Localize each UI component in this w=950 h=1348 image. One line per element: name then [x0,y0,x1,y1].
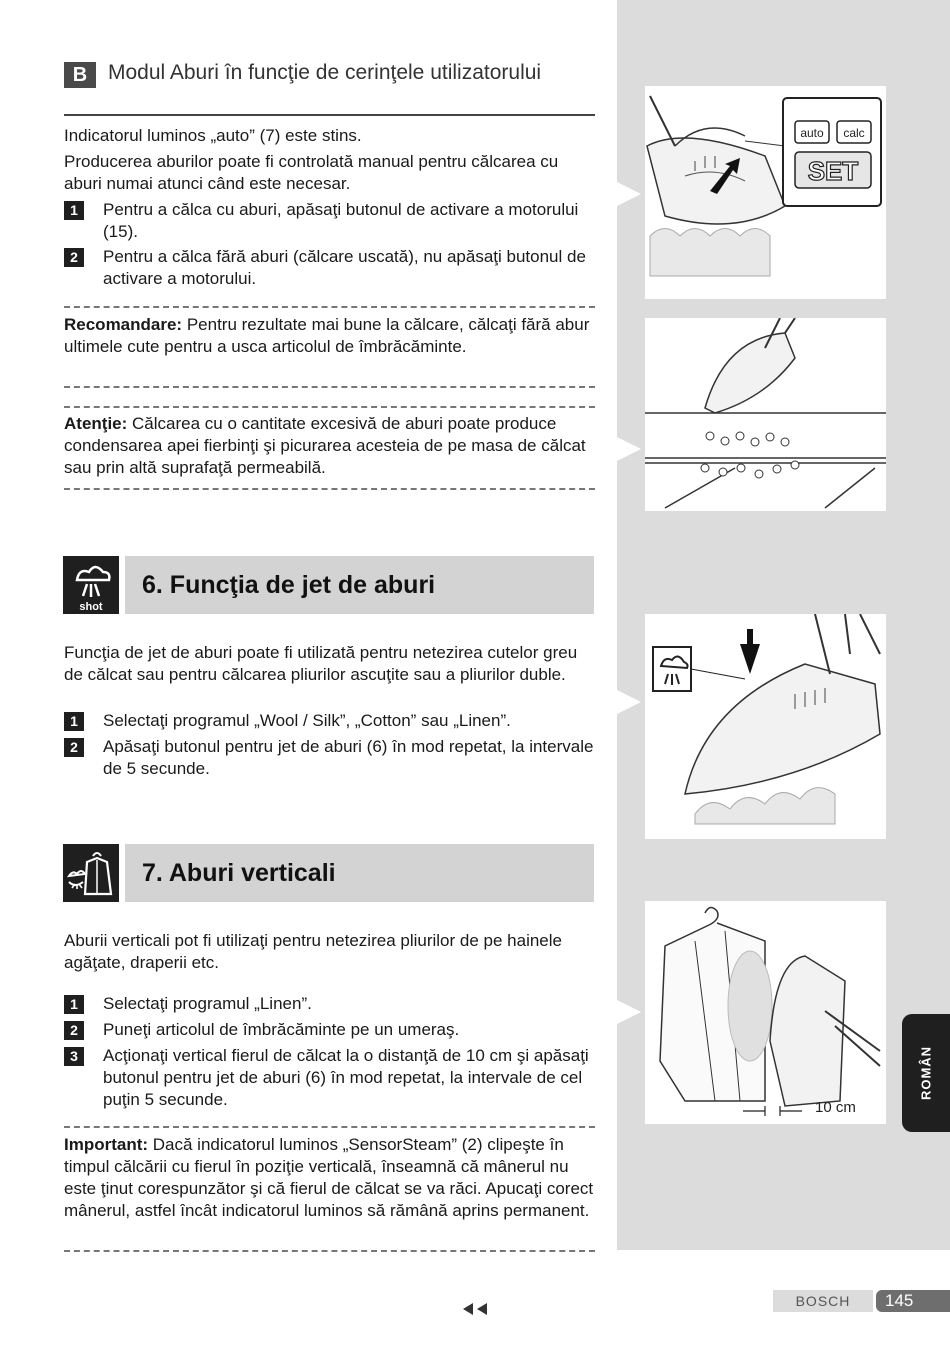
warning-text: Călcarea cu o cantitate excesivă de aburi poate produce condensarea apei fierbinţi şi picurarea acesteia de pe masa de călcat sau prin altă suprafaţă permeabilă. [64,414,586,477]
steam-shot-icon-label: shot [79,601,103,613]
dashed-divider [64,306,595,308]
page-back-icon[interactable] [461,1301,489,1322]
recommendation-note [64,314,594,358]
warning-label: Atenţie: [64,414,128,433]
page-number: 145 [876,1290,950,1312]
step-item [64,736,594,780]
step-number: 2 [64,738,84,757]
steam-shot-icon [63,556,119,614]
illustration-pointer [617,437,641,461]
illustration-pointer [617,182,641,206]
step-text: Pentru a călca cu aburi, apăsaţi butonul de activare a motorului (15). [103,200,579,241]
language-tab [902,1014,950,1132]
step-number: 1 [64,995,84,1014]
section-b-paragraph-2: Producerea aburilor poate fi controlată manual pentru călcarea cu aburi numai atunci când este necesar. [64,152,559,193]
section-letter-badge: B [64,62,96,88]
dashed-divider [64,1126,595,1128]
section-7-paragraph: Aburii verticali pot fi utilizaţi pentru netezirea pliurilor de pe hainele agăţate, draperii etc. [64,931,562,972]
step-item [64,1045,594,1111]
step-number: 2 [64,1021,84,1040]
panel-calc-label: calc [843,126,865,140]
dashed-divider [64,1250,595,1252]
vertical-steam-icon [63,844,119,902]
step-number: 3 [64,1047,84,1066]
recommendation-label: Recomandare: [64,315,183,334]
step-text: Pentru a călca fără aburi (călcare uscată), nu apăsaţi butonul de activare a motorului. [103,247,586,288]
step-number: 1 [64,712,84,731]
illustration-dry-ironing [645,318,886,511]
illustration-control-panel [645,86,886,299]
section-b-rule [64,114,595,116]
step-item [64,246,594,290]
important-note [64,1134,594,1222]
section-7-title: 7. Aburi verticali [142,859,336,887]
step-text: Selectaţi programul „Linen”. [103,994,312,1013]
dashed-divider [64,406,595,408]
panel-set-label: SET [807,156,859,186]
step-number: 1 [64,201,84,220]
panel-auto-label: auto [800,126,824,140]
language-tab-label: ROMÂN [918,1045,934,1101]
important-text: Dacă indicatorul luminos „SensorSteam” (2) clipeşte în timpul călcării cu fierul în poziţie verticală, înseamnă că mânerul nu este ţinut corespunzător şi că fierul de călcat se va răci. Apucaţi corect mânerul, astfel încât indicatorul luminos să rămână aprins permanent. [64,1135,594,1220]
step-text: Selectaţi programul „Wool / Silk”, „Cotton” sau „Linen”. [103,711,511,730]
section-6-title: 6. Funcţia de jet de aburi [142,571,436,599]
section-b-paragraph-1: Indicatorul luminos „auto” (7) este stins. [64,126,362,145]
step-text: Acţionaţi vertical fierul de călcat la o distanţă de 10 cm şi apăsaţi butonul pentru jet de aburi (6) în mod repetat, la intervale de cel puţin 5 secunde. [103,1046,589,1109]
step-item [64,993,594,1015]
illustration-steam-shot [645,614,886,839]
dashed-divider [64,386,595,388]
distance-label: 10 cm [815,1099,856,1116]
step-number: 2 [64,248,84,267]
important-label: Important: [64,1135,149,1154]
section-6-paragraph: Funcţia de jet de aburi poate fi utilizată pentru netezirea cutelor greu de călcat sau pentru călcarea pliurilor ascuţite sau a pliurilor duble. [64,643,578,684]
section-b-title: Modul Aburi în funcţie de cerinţele utilizatorului [108,61,542,84]
step-item [64,710,594,732]
step-text: Apăsaţi butonul pentru jet de aburi (6) în mod repetat, la intervale de 5 secunde. [103,737,594,778]
step-text: Puneţi articolul de îmbrăcăminte pe un umeraş. [103,1020,460,1039]
step-item [64,1019,594,1041]
illustration-pointer [617,1000,641,1024]
step-item [64,199,594,243]
illustration-pointer [617,690,641,714]
illustration-vertical-steam [645,901,886,1124]
warning-note [64,413,594,479]
dashed-divider [64,488,595,490]
recommendation-text: Pentru rezultate mai bune la călcare, călcaţi fără abur ultimele cute pentru a usca articolul de îmbrăcăminte. [64,315,590,356]
brand-label: BOSCH [773,1290,873,1312]
